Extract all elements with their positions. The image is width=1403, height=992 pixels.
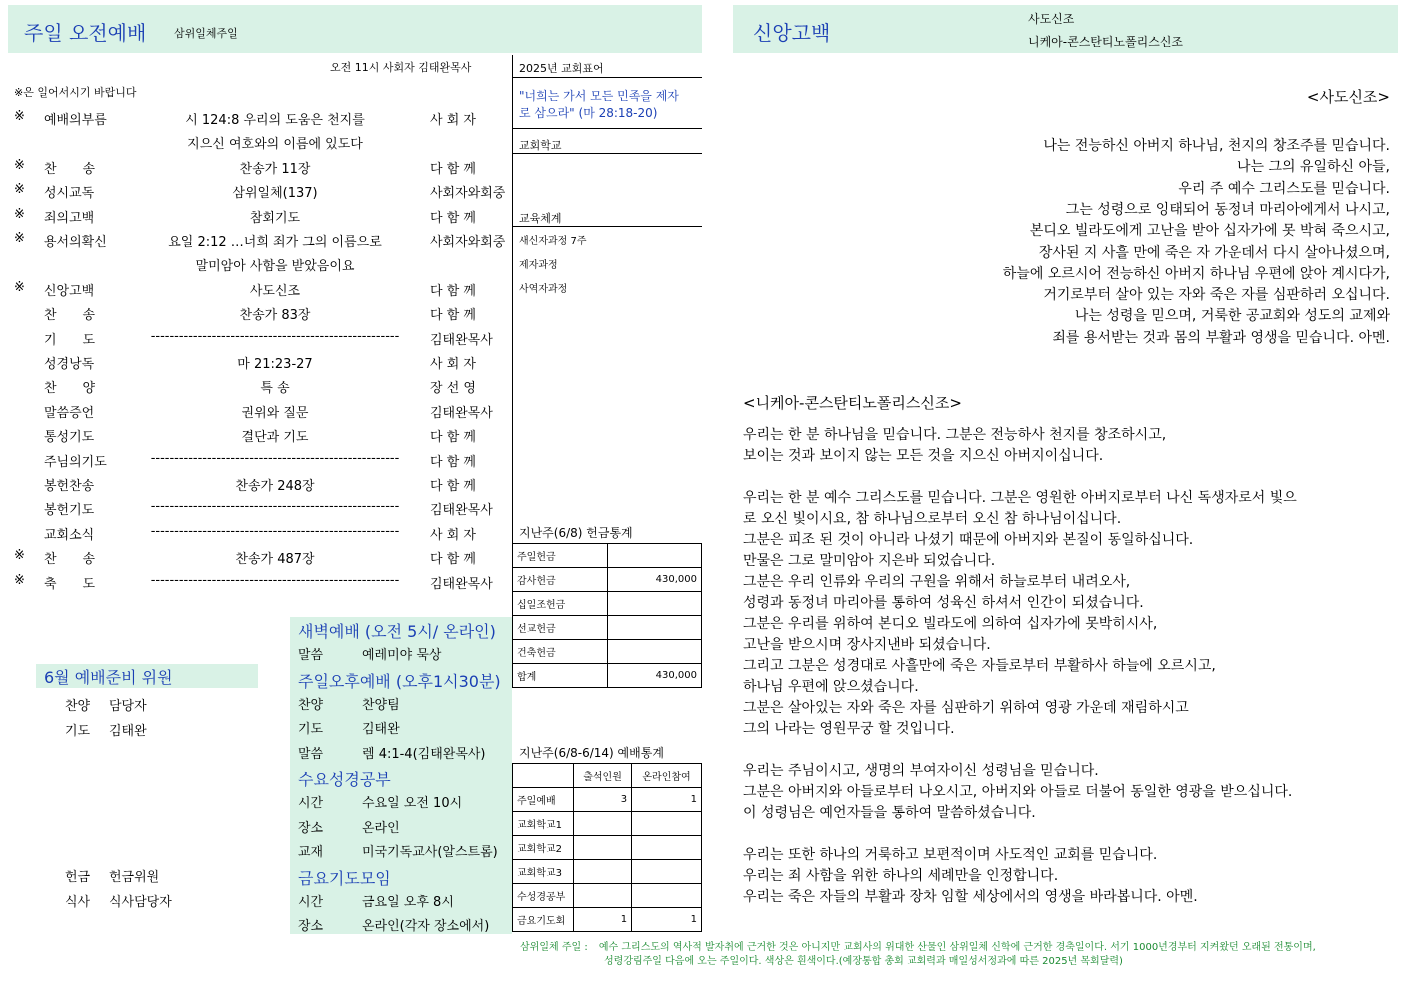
page-title: 주일 오전예배 (24, 21, 147, 45)
offering-value: 430,000 (608, 664, 702, 688)
item-detail: 삼위일체(137) (232, 186, 318, 202)
creed-line: 나는 성령을 믿으며, 거룩한 공교회와 성도의 교제와 (1074, 308, 1390, 325)
creed-line: 고난을 받으시며 장사지낸바 되셨습니다. (743, 637, 991, 653)
item-detail: 말미암아 사함을 받았음이요 (195, 259, 355, 275)
stand-marker: ※ (14, 182, 25, 198)
creed-line: 본디오 빌라도에게 고난을 받아 십자가에 못 박혀 죽으시고, (1029, 223, 1390, 240)
item-leader: 다 함 께 (430, 454, 476, 470)
order-row (0, 300, 512, 324)
offering-value (608, 616, 702, 640)
item-name: 주님의기도 (44, 454, 107, 470)
item-detail: 찬송가 11장 (239, 161, 311, 177)
item-name: 찬 송 (44, 308, 96, 324)
item-name: 교회소식 (44, 527, 95, 543)
creed-line: 그는 성령으로 잉태되어 동정녀 마리아에게서 나시고, (1065, 201, 1390, 218)
stand-marker: ※ (14, 157, 25, 173)
gathering-item-key: 찬양 (298, 697, 324, 713)
item-detail: 사도신조 (249, 283, 301, 299)
attendance-row (513, 884, 702, 908)
stand-marker: ※ (14, 206, 25, 222)
item-name: 용서의확신 (44, 235, 107, 250)
gathering-item-key: 교재 (298, 845, 324, 860)
footer-line1: 예수 그리스도의 역사적 발자취에 근거한 것은 아니지만 교회사의 위대한 산물인 삼위일체 신학에 근거한 경축일이다. 서기 1000년경부터 지켜왔던 오래된 전통이며, (598, 942, 1316, 953)
school-label: 교회학교 (519, 139, 562, 152)
item-name: 봉헌찬송 (44, 479, 95, 494)
june-item-value: 식사담당자 (109, 895, 172, 910)
creed-line: 보이는 것과 보이지 않는 모든 것을 지으신 아버지이십니다. (743, 448, 1104, 464)
motto-label: 2025년 교회표어 (519, 62, 604, 75)
stand-marker: ※ (14, 109, 25, 124)
service-time: 오전 11시 사회자 김태완목사 (330, 61, 472, 74)
item-leader: 사회자와회중 (430, 235, 506, 250)
divider (512, 153, 702, 154)
item-detail: 참회기도 (249, 210, 301, 226)
attendance-row (513, 860, 702, 884)
attendance-online (632, 860, 702, 884)
motto-line2: 로 삼으라" (마 28:18-20) (519, 106, 658, 120)
creed-line: 성령과 동정녀 마리아를 통하여 성육신 하셔서 인간이 되셨습니다. (743, 595, 1144, 611)
gathering-item-key: 말씀 (298, 648, 324, 663)
item-name: 봉헌기도 (44, 503, 95, 519)
item-detail: ----------------------------------------------------- (150, 523, 400, 539)
afternoon-title: 주일오후예배 (오후1시30분) (298, 671, 501, 691)
creed-sub2: 니케아-콘스탄티노폴리스신조 (1028, 35, 1184, 49)
creed-line: 우리 주 예수 그리스도를 믿습니다. (1178, 180, 1390, 197)
wednesday-title: 수요성경공부 (298, 770, 391, 789)
order-row (0, 178, 512, 202)
offering-value: 430,000 (608, 568, 702, 592)
order-row (0, 422, 512, 446)
item-detail: 찬송가 248장 (235, 479, 315, 494)
item-name: 죄의고백 (44, 210, 95, 226)
item-leader: 사 회 자 (430, 357, 476, 372)
order-row (0, 471, 512, 495)
friday-title: 금요기도모임 (298, 868, 391, 888)
gathering-item-value: 렘 4:1-4(김태완목사) (362, 746, 486, 762)
offering-value (608, 544, 702, 568)
creed-line: 만물은 그로 말미암아 지은바 되었습니다. (743, 553, 996, 569)
creed-line: 그분은 피조 된 것이 아니라 나셨기 때문에 아버지와 본질이 동일하십니다. (743, 532, 1194, 548)
order-row (0, 105, 512, 129)
item-name: 말씀증언 (44, 405, 95, 421)
attendance-count: 1 (574, 908, 632, 932)
offering-label: 합계 (513, 664, 608, 688)
gathering-item-key: 시간 (298, 796, 324, 811)
creed-line: 우리는 죽은 자들의 부활과 장차 임할 세상에서의 영생을 바라봅니다. 아멘. (743, 889, 1198, 905)
creed-line: 나는 전능하신 아버지 하나님, 천지의 창조주를 믿습니다. (1043, 138, 1390, 154)
offering-value (608, 592, 702, 616)
item-detail: 찬송가 487장 (235, 552, 315, 568)
item-name: 찬 송 (44, 161, 96, 177)
attendance-label: 수성경공부 (513, 884, 574, 908)
item-leader: 다 함 께 (430, 430, 476, 446)
apostles-title: <사도신조> (1306, 88, 1390, 106)
offering-row (513, 544, 702, 568)
item-leader: 사회자와회중 (430, 186, 506, 202)
item-leader: 다 함 께 (430, 552, 476, 568)
item-detail: 마 21:23-27 (237, 357, 313, 372)
creed-line: 그분은 아버지와 아들로부터 나오시고, 아버지와 아들로 더불어 동일한 영광을 받으십니다. (743, 784, 1293, 800)
attendance-online: 1 (632, 908, 702, 932)
attendance-label: 금요기도회 (513, 908, 574, 932)
item-leader: 다 함 께 (430, 161, 476, 177)
divider (512, 128, 702, 129)
footer-note (520, 941, 1390, 969)
stand-note: ※은 일어서시기 바랍니다 (14, 86, 137, 99)
nicene-title: <니케아-콘스탄티노폴리스신조> (743, 394, 962, 412)
attendance-header-cell: 온라인참여 (632, 764, 702, 788)
creed-sub1: 사도신조 (1028, 12, 1075, 26)
order-row (0, 203, 512, 227)
item-leader: 다 함 께 (430, 210, 476, 226)
creed-line: 그분은 우리 인류와 우리의 구원을 위해서 하늘로부터 내려오사, (743, 574, 1131, 590)
attendance-online (632, 836, 702, 860)
gathering-item-key: 기도 (298, 722, 324, 737)
item-detail: ----------------------------------------------------- (150, 499, 400, 515)
offering-row (513, 664, 702, 688)
item-leader: 사 회 자 (430, 527, 476, 543)
item-leader: 다 함 께 (430, 283, 476, 299)
gathering-item-key: 시간 (298, 894, 324, 910)
item-detail: ----------------------------------------------------- (150, 450, 400, 466)
offering-label: 십일조헌금 (513, 592, 608, 616)
attendance-header (513, 764, 702, 788)
item-name: 찬 양 (44, 381, 96, 397)
june-item-key: 식사 (65, 895, 91, 910)
offering-row (513, 568, 702, 592)
order-row (0, 227, 512, 251)
item-leader: 김태완목사 (430, 405, 493, 421)
creed-line: 나는 그의 유일하신 아들, (1236, 159, 1390, 176)
creed-line: 그분은 우리를 위하여 본디오 빌라도에 의하여 십자가에 못박히시사, (743, 616, 1158, 632)
offering-table (512, 543, 702, 688)
footer-line2: 성령강림주일 다음에 오는 주일이다. 색상은 흰색이다.(예장통합 총회 교회력과 매일성서정과에 따른 2025년 목회달력) (604, 956, 1123, 967)
item-detail: 찬송가 83장 (239, 308, 311, 324)
divider (512, 77, 702, 78)
offering-label: 선교헌금 (513, 616, 608, 640)
item-detail: 특 송 (260, 381, 290, 397)
order-row (0, 325, 512, 349)
offering-label: 감사헌금 (513, 568, 608, 592)
june-committee-title-bar (36, 664, 258, 688)
creed-line: 이 성령님은 예언자들을 통하여 말씀하셨습니다. (743, 805, 1036, 821)
order-row (0, 373, 512, 397)
june-item-key: 기도 (65, 724, 91, 739)
creed-line: 그리고 그분은 성경대로 사흘만에 죽은 자들로부터 부활하사 하늘에 오르시고, (743, 658, 1216, 674)
item-name: 성시교독 (44, 186, 95, 202)
edu-item: 새신자과정 7주 (519, 236, 587, 247)
divider (512, 226, 702, 227)
item-leader: 다 함 께 (430, 308, 476, 324)
edu-item: 사역자과정 (519, 284, 568, 295)
attendance-online (632, 812, 702, 836)
order-row (0, 251, 512, 275)
creed-line: 죄를 용서받는 것과 몸의 부활과 영생을 믿습니다. 아멘. (1052, 329, 1390, 346)
order-row (0, 349, 512, 373)
gathering-item-value: 찬양팀 (362, 697, 400, 713)
june-item-key: 찬양 (65, 699, 91, 714)
gathering-item-value: 예레미야 묵상 (362, 648, 442, 663)
attendance-online (632, 884, 702, 908)
creed-line: 우리는 한 분 예수 그리스도를 믿습니다. 그분은 영원한 아버지로부터 나신 독생자로서 빛으 (743, 490, 1297, 506)
page-subtitle: 삼위일체주일 (174, 27, 238, 40)
creed-line: 우리는 주님이시고, 생명의 부여자이신 성령님을 믿습니다. (743, 763, 1099, 779)
item-leader: 김태완목사 (430, 576, 493, 592)
item-name: 축 도 (44, 576, 96, 592)
creed-line: 장사된 지 사흘 만에 죽은 자 가운데서 다시 살아나셨으며, (1038, 244, 1390, 261)
attendance-row (513, 908, 702, 932)
gathering-item-value: 온라인 (362, 820, 400, 836)
attendance-label: 교회학교3 (513, 860, 574, 884)
item-name: 통성기도 (44, 430, 95, 446)
stand-marker: ※ (14, 548, 25, 564)
order-row (0, 129, 512, 153)
item-leader: 다 함 께 (430, 479, 476, 494)
gathering-item-key: 장소 (298, 919, 324, 934)
item-detail: ----------------------------------------------------- (150, 328, 400, 344)
creed-title: 신앙고백 (753, 21, 831, 45)
creed-line: 로 오신 빛이시요, 참 하나님으로부터 오신 참 하나님이십니다. (743, 511, 1122, 527)
order-row (0, 495, 512, 519)
attendance-row (513, 788, 702, 812)
creed-line: 우리는 죄 사함을 위한 하나의 세례만을 인정합니다. (743, 868, 1059, 884)
june-item-key: 헌금 (65, 870, 91, 885)
offering-label: 주일헌금 (513, 544, 608, 568)
item-detail: 권위와 질문 (241, 405, 309, 421)
item-name: 기 도 (44, 332, 96, 348)
item-detail: 지으신 여호와의 이름에 있도다 (187, 137, 363, 153)
stand-marker: ※ (14, 231, 25, 246)
attendance-label: 교회학교2 (513, 836, 574, 860)
order-row (0, 447, 512, 471)
edu-item: 제자과정 (519, 260, 558, 271)
attendance-online: 1 (632, 788, 702, 812)
offering-row (513, 640, 702, 664)
attendance-count: 3 (574, 788, 632, 812)
item-leader: 사 회 자 (430, 113, 476, 128)
gathering-item-value: 김태완 (362, 722, 400, 737)
stand-marker: ※ (14, 572, 25, 588)
order-row (0, 569, 512, 593)
offering-row (513, 616, 702, 640)
attendance-title: 지난주(6/8-6/14) 예배통계 (519, 746, 664, 760)
gathering-item-key: 말씀 (298, 746, 324, 762)
header-left (8, 5, 702, 53)
creed-line: 하나님 우편에 앉으셨습니다. (743, 679, 919, 695)
creed-line: 그분은 살아있는 자와 죽은 자를 심판하기 위하여 영광 가운데 재림하시고 (743, 700, 1189, 716)
creed-line: 거기로부터 살아 있는 자와 죽은 자를 심판하러 오십니다. (1043, 287, 1390, 304)
item-leader: 김태완목사 (430, 503, 493, 519)
offering-title: 지난주(6/8) 헌금통계 (519, 526, 633, 540)
order-row (0, 520, 512, 544)
gathering-item-value: 온라인(각자 장소에서) (362, 919, 490, 934)
attendance-count (574, 836, 632, 860)
june-committee-title: 6월 예배준비 위원 (44, 668, 173, 687)
item-name: 예배의부름 (44, 113, 107, 128)
order-row (0, 276, 512, 300)
attendance-row (513, 812, 702, 836)
attendance-label: 교회학교1 (513, 812, 574, 836)
item-detail: 결단과 기도 (241, 430, 309, 446)
june-item-value: 담당자 (109, 699, 147, 714)
item-detail: 시 124:8 우리의 도움은 천지를 (185, 113, 365, 128)
creed-line: 우리는 한 분 하나님을 믿습니다. 그분은 전능하사 천지를 창조하시고, (743, 427, 1167, 443)
item-name: 찬 송 (44, 552, 96, 568)
gathering-item-key: 장소 (298, 820, 324, 836)
attendance-header-cell (513, 764, 574, 788)
item-name: 성경낭독 (44, 357, 95, 372)
attendance-count (574, 884, 632, 908)
offering-value (608, 640, 702, 664)
attendance-table (512, 763, 702, 932)
edu-label: 교육체계 (519, 212, 562, 225)
gathering-item-value: 금요일 오후 8시 (362, 894, 454, 910)
motto-line1: "너희는 가서 모든 민족을 제자 (519, 89, 679, 103)
attendance-label: 주일예배 (513, 788, 574, 812)
order-row (0, 544, 512, 568)
item-leader: 장 선 영 (430, 381, 476, 397)
attendance-row (513, 836, 702, 860)
item-name: 신앙고백 (44, 283, 95, 299)
item-detail: ----------------------------------------------------- (150, 572, 400, 588)
header-right (733, 5, 1398, 53)
item-leader: 김태완목사 (430, 332, 493, 348)
order-row (0, 154, 512, 178)
gathering-item-value: 수요일 오전 10시 (362, 796, 463, 811)
creed-line: 우리는 또한 하나의 거룩하고 보편적이며 사도적인 교회를 믿습니다. (743, 847, 1158, 863)
creed-line: 그의 나라는 영원무궁 할 것입니다. (743, 721, 955, 737)
offering-row (513, 592, 702, 616)
creed-line: 하늘에 오르시어 전능하신 아버지 하나님 우편에 앉아 계시다가, (1002, 265, 1390, 282)
offering-label: 건축헌금 (513, 640, 608, 664)
dawn-title: 새벽예배 (오전 5시/ 온라인) (298, 622, 496, 641)
june-item-value: 김태완 (109, 724, 147, 739)
footer-label: 삼위일체 주일 : (520, 942, 588, 953)
june-item-value: 헌금위원 (109, 870, 160, 885)
attendance-count (574, 812, 632, 836)
item-detail: 요일 2:12 …너희 죄가 그의 이름으로 (168, 235, 382, 250)
attendance-count (574, 860, 632, 884)
stand-marker: ※ (14, 279, 25, 295)
order-row (0, 398, 512, 422)
attendance-header-cell: 출석인원 (574, 764, 632, 788)
gathering-item-value: 미국기독교사(알스트롬) (362, 845, 498, 860)
